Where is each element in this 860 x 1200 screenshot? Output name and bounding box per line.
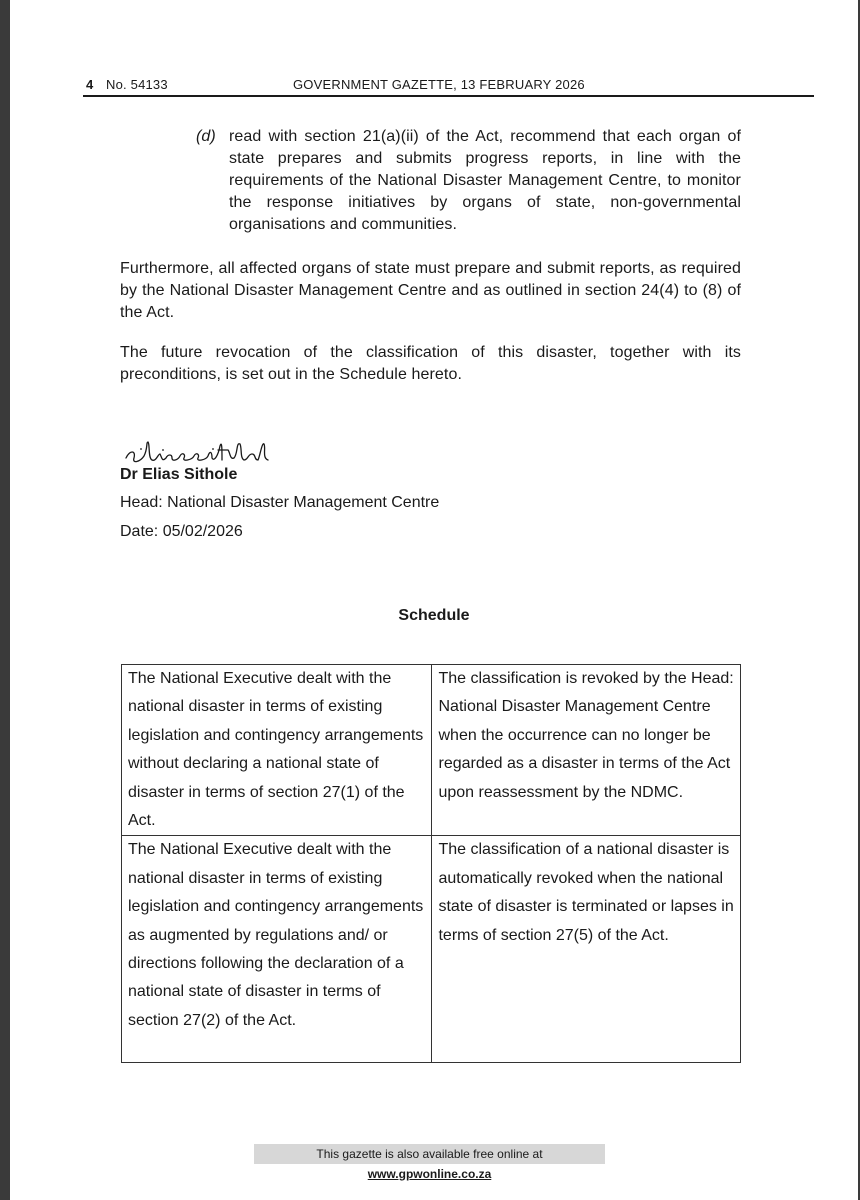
list-marker: (d)	[196, 128, 216, 145]
footer-link[interactable]: www.gpwonline.co.za	[367, 1167, 492, 1181]
table-cell: The classification is revoked by the Head: National Disaster Management Centre when the occurrence can no longer be regarded as a disaster in terms of the Act upon reassessment by the NDMC.	[432, 665, 741, 836]
paragraph-revocation: The future revocation of the classification of this disaster, together with its preconditions, is set out in the Schedule hereto.	[120, 344, 741, 383]
paragraph-reports: Furthermore, all affected organs of state must prepare and submit reports, as required by the National Disaster Management Centre and as outlined in section 24(4) to (8) of the Act.	[120, 260, 741, 321]
table-row	[122, 836, 741, 1063]
page-number: 4	[86, 77, 94, 92]
signatory-role: Head: National Disaster Management Centre	[120, 494, 440, 511]
table-cell: The National Executive dealt with the national disaster in terms of existing legislation and contingency arrangements without declaring a national state of disaster in terms of section 27(1) of the Act.	[122, 665, 432, 836]
handwritten-signature	[122, 436, 272, 468]
page-header	[86, 77, 814, 97]
table-cell: The National Executive dealt with the national disaster in terms of existing legislation and contingency arrangements as augmented by regulations and/ or directions following the declaration of a national state of disaster in terms of section 27(2) of the Act.	[122, 836, 432, 1063]
table-row	[122, 665, 741, 836]
footer-text: This gazette is also available free online at	[316, 1147, 543, 1161]
schedule-title: Schedule	[398, 607, 470, 624]
schedule-table	[121, 664, 741, 1063]
signature-date: Date: 05/02/2026	[120, 523, 243, 540]
list-item-text: read with section 21(a)(ii) of the Act, recommend that each organ of state prepares and submits progress reports, in line with the requirements of the National Disaster Management Centre, to monitor the response initiatives by organs of state, non-governmental organisations and communities.	[229, 128, 741, 233]
gazette-page	[10, 0, 858, 1200]
signatory-name: Dr Elias Sithole	[120, 466, 238, 483]
gazette-title: GOVERNMENT GAZETTE, 13 FEBRUARY 2026	[293, 77, 585, 92]
issue-number: No. 54133	[106, 77, 168, 92]
table-cell: The classification of a national disaster is automatically revoked when the national state of disaster is terminated or lapses in terms of section 27(5) of the Act.	[432, 836, 741, 1063]
header-rule	[83, 95, 814, 97]
footer-banner	[254, 1144, 605, 1181]
